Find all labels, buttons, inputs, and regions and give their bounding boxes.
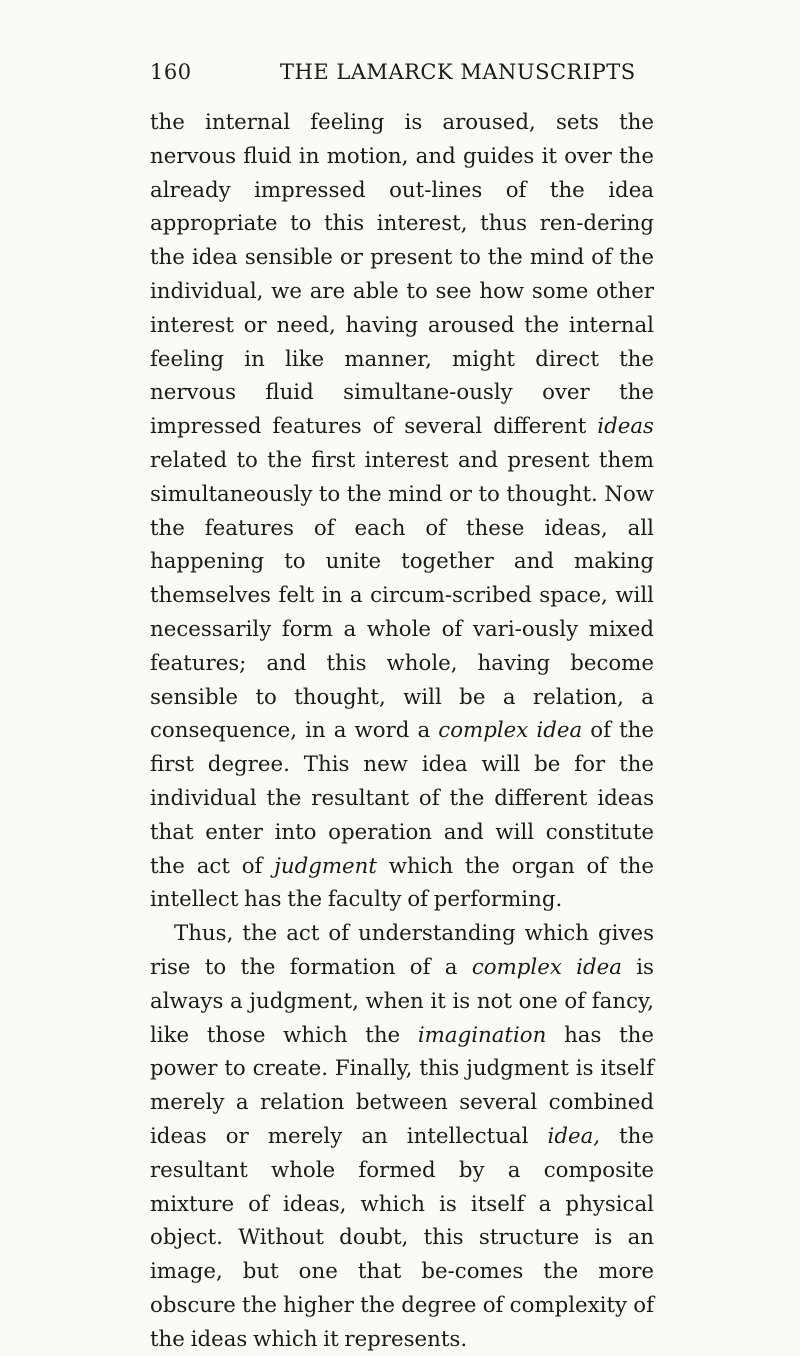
emphasis-complex-idea-2: complex idea [471, 954, 622, 980]
paragraph-2-text-b: is always a judgment, when it is not one of fancy, like those which the [150, 954, 654, 1048]
body-text [150, 106, 654, 1356]
paragraph-1 [150, 106, 654, 917]
running-head [150, 60, 652, 90]
page-number: 160 [150, 60, 192, 84]
emphasis-complex-idea: complex idea [438, 718, 583, 744]
running-title: THE LAMARCK MANUSCRIPTS [280, 60, 636, 84]
paragraph-1-text-a: the internal feeling is aroused, sets the nervous fluid in motion, and guides it over the already impressed out-lines of the idea appropriate to this interest, thus ren-dering the idea sensible or present to the mind of the individual, we are able to see how some other interest or need, having aroused the internal feeling in like manner, might direct the nervous fluid simultane-ously over the impressed features of several different [150, 110, 654, 440]
paragraph-2 [150, 917, 654, 1356]
paragraph-1-text-d: which the organ of the intellect has the faculty of performing. [150, 853, 654, 913]
paragraph-1-text-c: of the first degree. This new idea will be for the individual the resultant of the different ideas that enter into operation and will constitute the act of [150, 718, 654, 879]
paragraph-2-text-d: the resultant whole formed by a composite mixture of ideas, which is itself a physical object. Without doubt, this structure is an image, but one that be-comes the more obscure the higher the degree of complexity of the ideas which it represents. [150, 1123, 654, 1352]
emphasis-imagination: imagination [417, 1022, 547, 1048]
emphasis-judgment: judgment [274, 853, 377, 879]
paragraph-2-text-a: Thus, the act of understanding which gives rise to the formation of a [150, 921, 654, 980]
emphasis-idea: idea, [547, 1123, 601, 1149]
emphasis-ideas: ideas [597, 414, 654, 440]
paragraph-2-text-c: has the power to create. Finally, this judgment is itself merely a relation between several combined ideas or merely an intellectual [150, 1022, 654, 1149]
paragraph-1-text-b: related to the first interest and present them simultaneously to the mind or to thought. Now the features of each of these ideas, all happening to unite together and making themselves felt in a circum-scribed space, will necessarily form a whole of vari-ously mixed features; and this whole, having become sensible to thought, will be a relation, a consequence, in a word a [150, 447, 654, 744]
